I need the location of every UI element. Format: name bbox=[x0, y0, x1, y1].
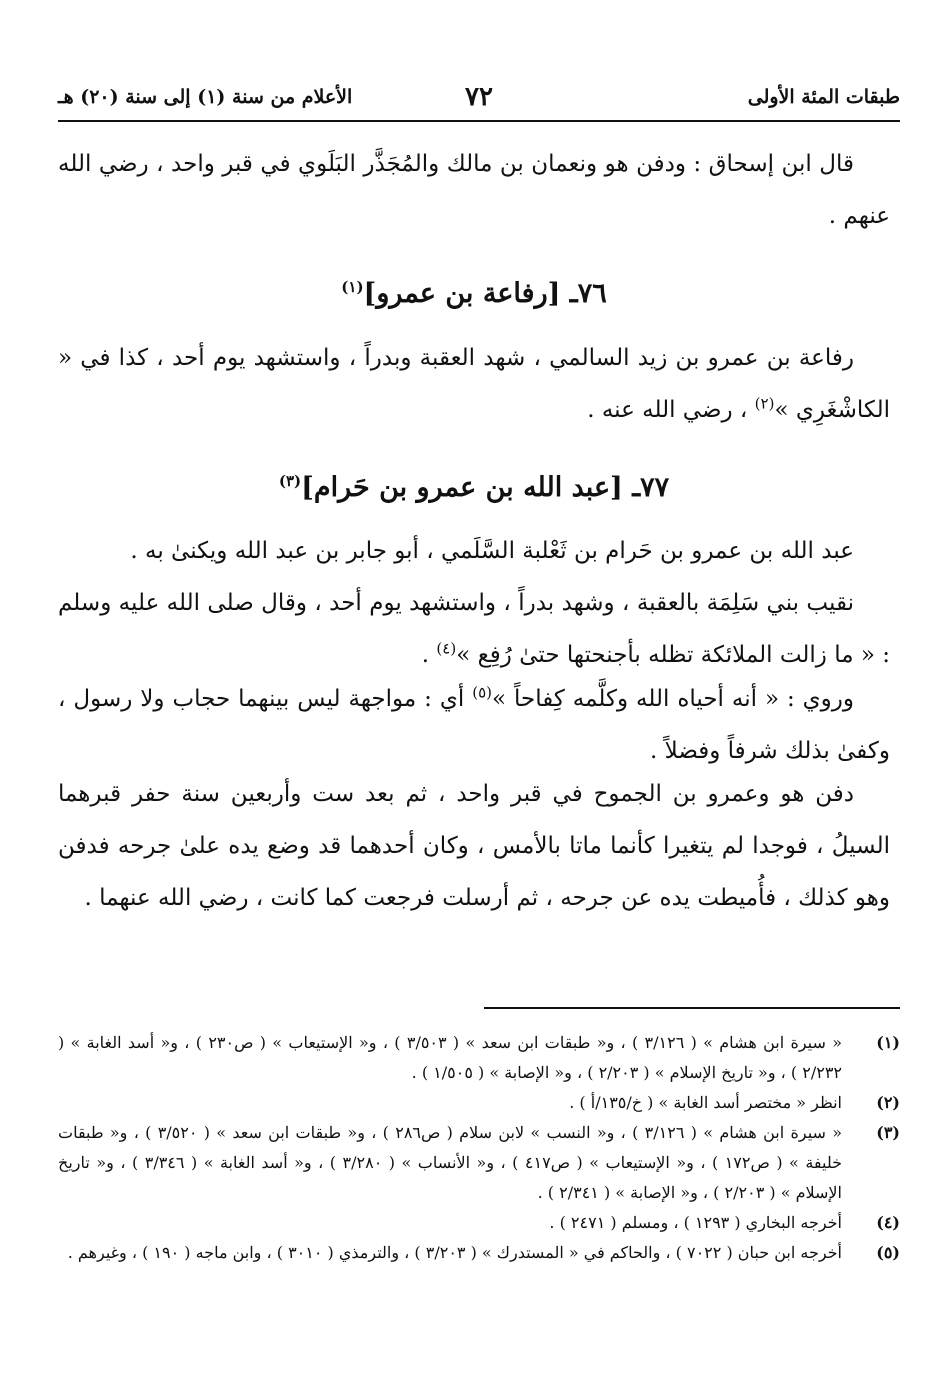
footnote-5 bbox=[58, 1238, 900, 1268]
paragraph-burial-with-amr: دفن هو وعمرو بن الجموح في قبر واحد ، ثم بعد ست وأربعين سنة حفر قبرهما السيلُ ، فوجدا لم يتغيرا كأنما ماتا بالأمس ، وكان أحدهما قد وضع يده علىٰ جرحه فدفن وهو كذلك ، فأُميطت يده عن جرحه ، ثم أرسلت فرجعت كما كانت ، رضي الله عنهما . bbox=[58, 781, 890, 911]
paragraph-text: نقيب بني سَلِمَة بالعقبة ، وشهد بدراً ، واستشهد يوم أحد ، وقال صلى الله عليه وسلم : « ما زالت الملائكة تظله بأجنحتها حتىٰ رُفِع » bbox=[58, 590, 890, 668]
paragraph-naqib bbox=[58, 577, 890, 681]
paragraph-text: أي : مواجهة ليس بينهما حجاب ولا رسول ، وكفىٰ بذلك شرفاً وفضلاً . bbox=[58, 686, 890, 764]
running-head bbox=[58, 82, 900, 116]
footnote-text: أخرجه ابن حبان ( ٧٠٢٢ ) ، والحاكم في « المستدرك » ( ٣/٢٠٣ ) ، والترمذي ( ٣٠١٠ ) ، وابن ماجه ( ١٩٠ ) ، وغيرهم . bbox=[67, 1243, 842, 1262]
footnote-ref-5: (٥) bbox=[472, 683, 492, 702]
page-number: ٧٢ bbox=[465, 82, 493, 112]
footnote-ref-3: (٣) bbox=[278, 472, 302, 490]
footnote-number: (٥) bbox=[876, 1243, 900, 1262]
footnote-1 bbox=[58, 1028, 900, 1088]
footnote-ref-4: (٤) bbox=[436, 639, 457, 658]
paragraph-text: ، رضي الله عنه . bbox=[587, 397, 755, 423]
entry-title-76: ٧٦ـ [رفاعة بن عمرو] bbox=[363, 278, 607, 309]
footnote-2 bbox=[58, 1088, 900, 1118]
footnote-divider bbox=[484, 1007, 900, 1009]
paragraph-text: رفاعة بن عمرو بن زيد السالمي ، شهد العقبة وبدراً ، واستشهد يوم أحد ، كذا في « الكاشْغَرِي » bbox=[58, 345, 890, 423]
footnotes bbox=[58, 1028, 900, 1268]
footnote-number: (٣) bbox=[876, 1123, 900, 1142]
paragraph-abdullah-lineage: عبد الله بن عمرو بن حَرام بن ثَعْلبة السَّلَمي ، أبو جابر بن عبد الله ويكنىٰ به . bbox=[130, 538, 854, 564]
footnote-text: أخرجه البخاري ( ١٢٩٣ ) ، ومسلم ( ٢٤٧١ ) . bbox=[549, 1213, 842, 1232]
footnote-number: (٤) bbox=[876, 1213, 900, 1232]
footnote-3 bbox=[58, 1118, 900, 1208]
paragraph-text: . bbox=[421, 642, 437, 668]
footnote-number: (١) bbox=[876, 1033, 900, 1052]
entry-heading-77 bbox=[58, 472, 890, 503]
paragraph-burial-note: قال ابن إسحاق : ودفن هو ونعمان بن مالك والمُجَذَّر البَلَوي في قبر واحد ، رضي الله عنهم . bbox=[58, 151, 890, 229]
header-divider bbox=[58, 120, 900, 122]
paragraph-rifaah bbox=[58, 332, 890, 436]
entry-heading-76 bbox=[58, 278, 890, 309]
paragraph-text: وروي : « أنه أحياه الله وكلَّمه كِفاحاً » bbox=[492, 686, 854, 712]
footnote-ref-1: (١) bbox=[341, 278, 364, 296]
section-title: الأعلام من سنة (١) إلى سنة (٢٠) هـ bbox=[58, 86, 353, 108]
footnote-4 bbox=[58, 1208, 900, 1238]
footnote-number: (٢) bbox=[876, 1093, 900, 1112]
footnote-text: انظر « مختصر أسد الغابة » ( خ/١٣٥/أ ) . bbox=[569, 1093, 842, 1112]
footnote-ref-2: (٢) bbox=[754, 394, 775, 413]
footnote-text: « سيرة ابن هشام » ( ٣/١٢٦ ) ، و« طبقات ابن سعد » ( ٣/٥٠٣ ) ، و« الإستيعاب » ( ص٢٣٠ ) ، و« أسد الغابة » ( ٢/٢٣٢ ) ، و« تاريخ الإسلام » ( ٢/٢٠٣ ) ، و« الإصابة » ( ١/٥٠٥ ) . bbox=[58, 1033, 843, 1082]
footnote-text: « سيرة ابن هشام » ( ٣/١٢٦ ) ، و« النسب » لابن سلام ( ص٢٨٦ ) ، و« طبقات ابن سعد » ( ٣/٥٢٠ ) ، و« طبقات خليفة » ( ص١٧٢ ) ، و« الإستيعاب » ( ص٤١٧ ) ، و« الأنساب » ( ٣/٢٨٠ ) ، و« أسد الغابة » ( ٣/٣٤٦ ) ، و« تاريخ الإسلام » ( ٢/٢٠٣ ) ، و« الإصابة » ( ٢/٣٤١ ) . bbox=[58, 1123, 843, 1202]
book-title: طبقات المئة الأولى bbox=[747, 86, 900, 108]
paragraph-kifah bbox=[58, 673, 890, 777]
entry-title-77: ٧٧ـ [عبد الله بن عمرو بن حَرام] bbox=[301, 472, 670, 503]
